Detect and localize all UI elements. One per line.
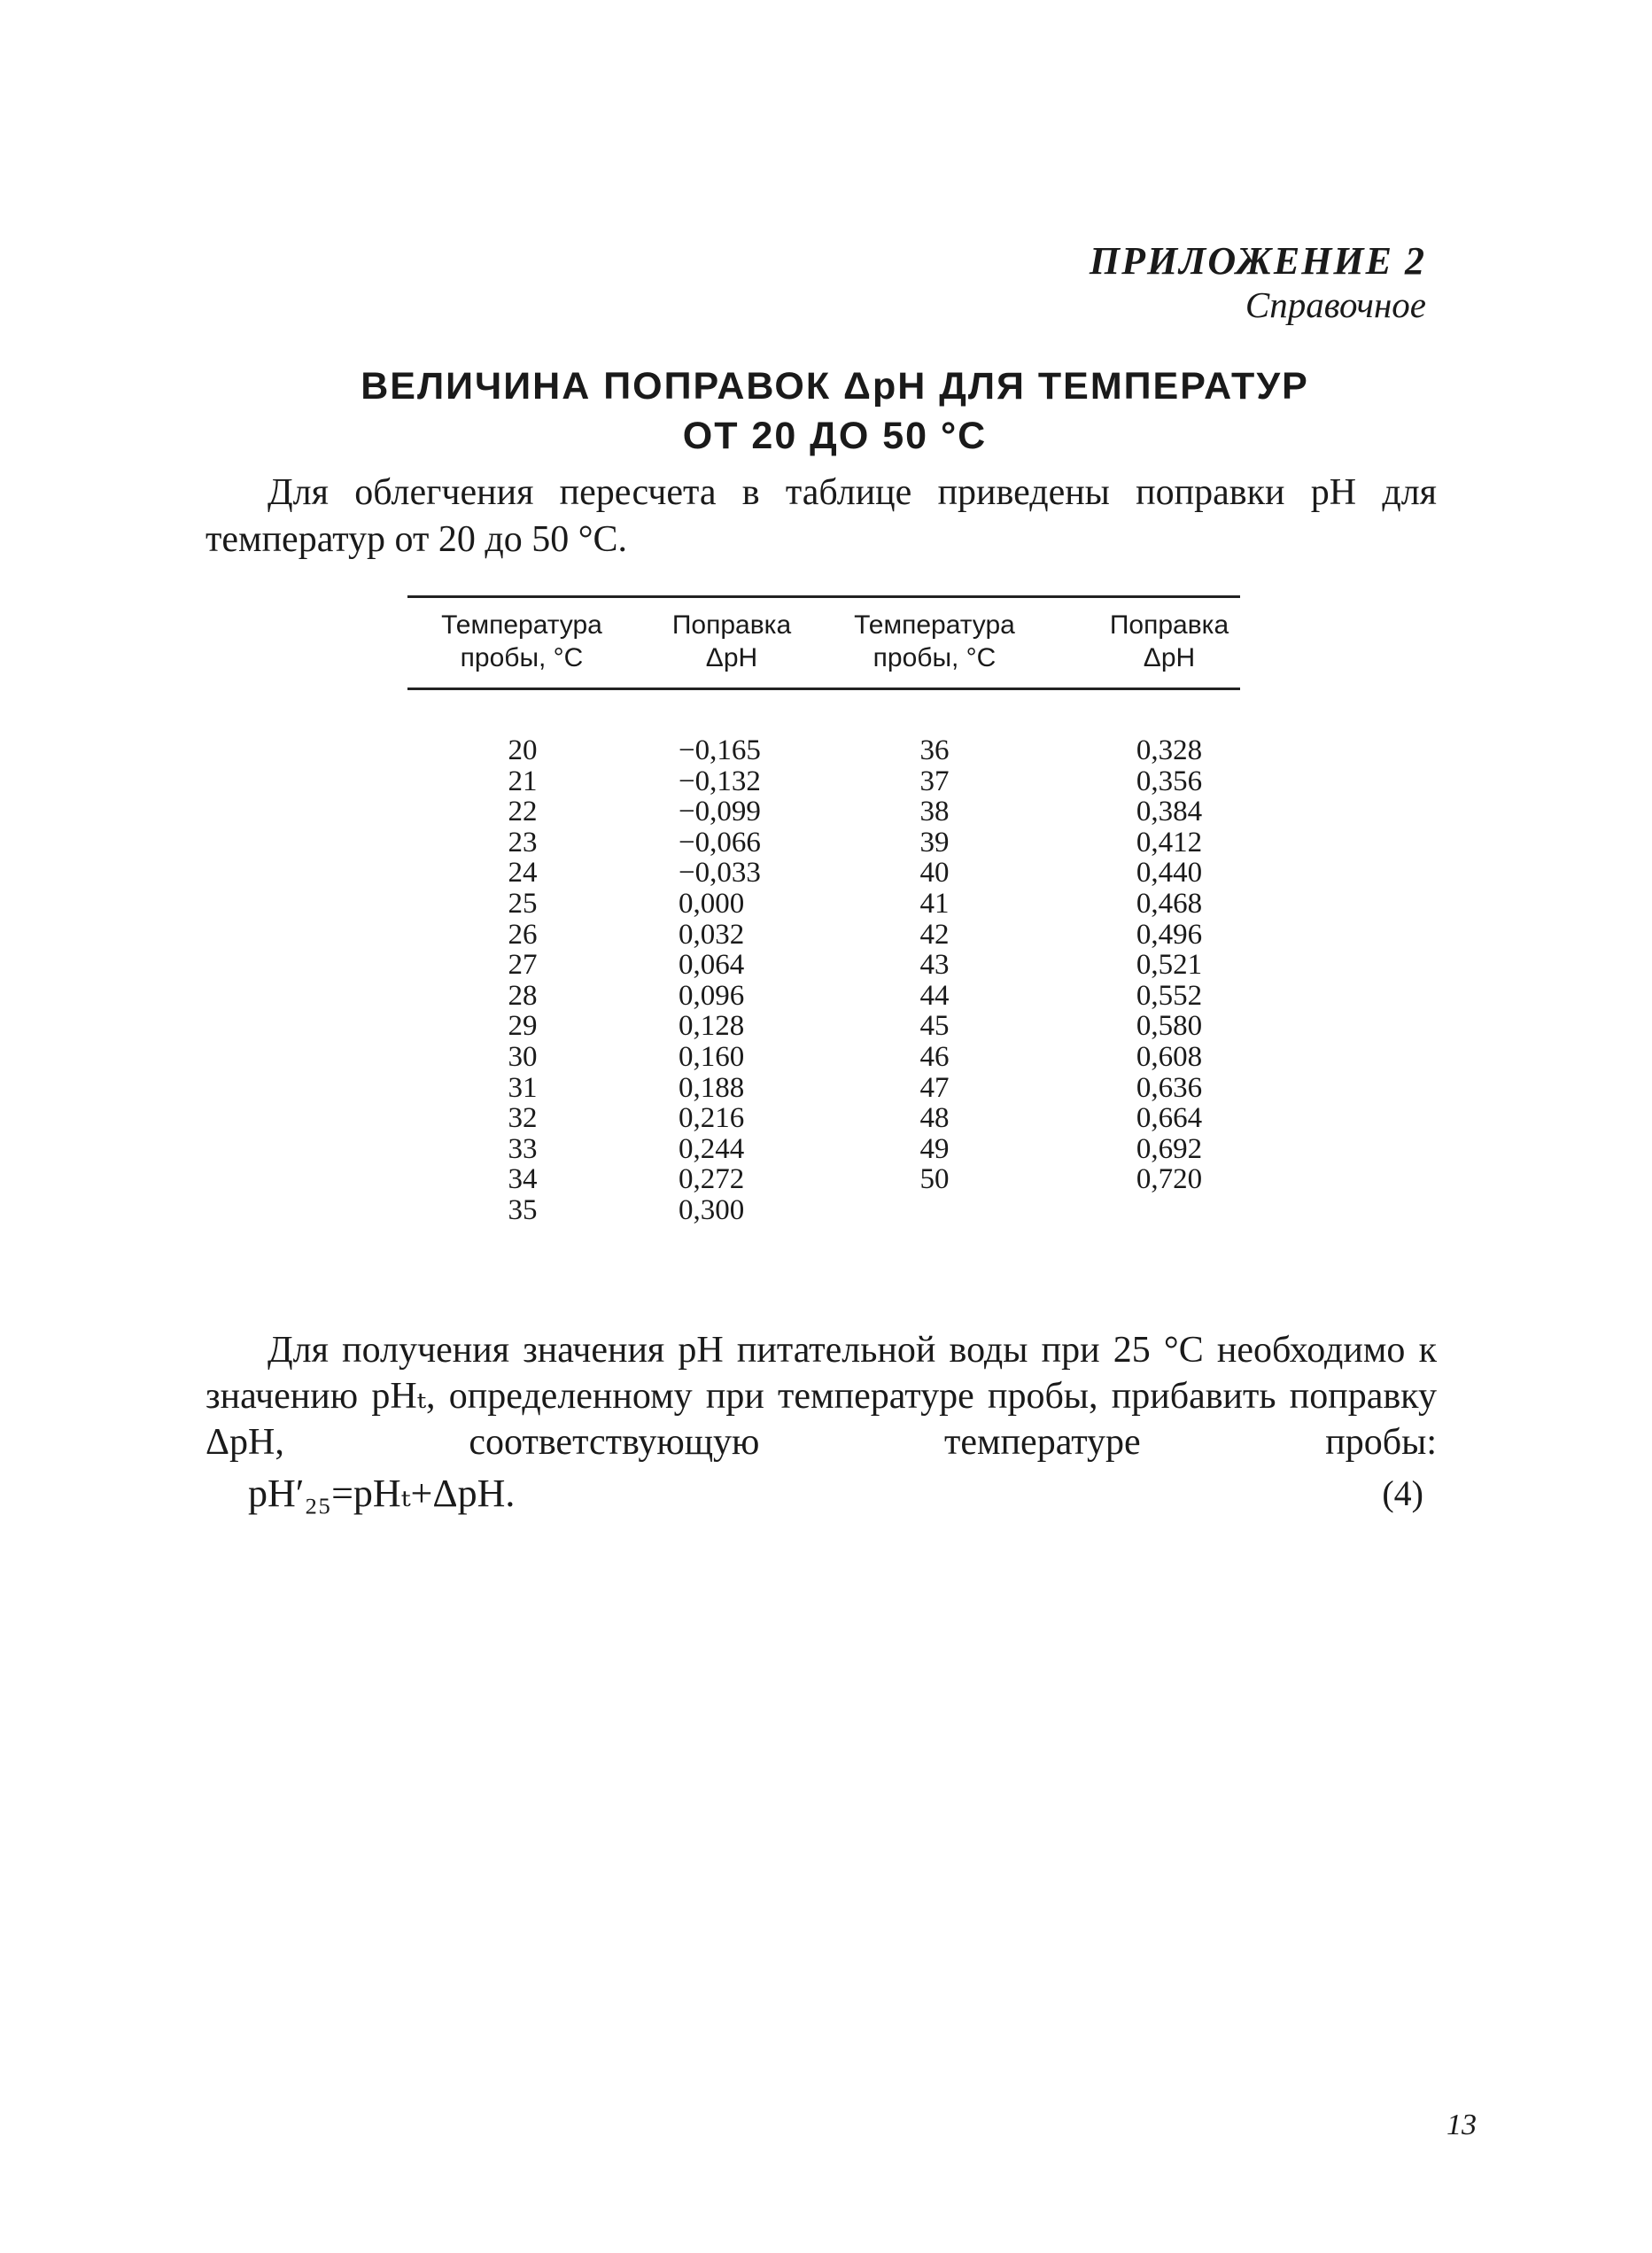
table-cell: 25 bbox=[508, 887, 538, 920]
table-cell: 23 bbox=[508, 826, 538, 858]
title-line-1: ВЕЛИЧИНА ПОПРАВОК ΔpH ДЛЯ ТЕМПЕРАТУР bbox=[361, 365, 1309, 408]
table-cell: 0,000 bbox=[679, 887, 745, 920]
column-temperature-right bbox=[881, 735, 988, 1195]
table-cell: 0,216 bbox=[679, 1102, 745, 1135]
body-paragraph: Для получения значения pH питательной воды при 25 °C необходимо к значению pHₜ, определенному при температуре пробы, прибавить поправку ΔpH, соответствующую температуре пробы: bbox=[206, 1330, 1437, 1463]
table-cell: 24 bbox=[508, 857, 538, 890]
column-correction-left bbox=[679, 735, 811, 1226]
table-cell: 37 bbox=[919, 765, 950, 797]
table-cell: 31 bbox=[508, 1071, 538, 1104]
table-cell: 0,096 bbox=[679, 979, 745, 1012]
appendix-label: ПРИЛОЖЕНИЕ 2 bbox=[1089, 239, 1426, 283]
table-cell: 0,412 bbox=[1136, 826, 1203, 858]
header-correction-left: Поправка ΔpH bbox=[671, 610, 792, 672]
table-cell: 0,552 bbox=[1136, 979, 1203, 1012]
table-cell: −0,033 bbox=[679, 857, 761, 890]
table-cell: 0,468 bbox=[1136, 887, 1203, 920]
header-temperature-left: Температура пробы, °C bbox=[441, 610, 602, 672]
table-cell: 27 bbox=[508, 949, 538, 982]
table-cell: −0,132 bbox=[679, 765, 761, 797]
table-cell: 0,188 bbox=[679, 1071, 745, 1104]
table-cell: 42 bbox=[919, 918, 950, 951]
equation-number: (4) bbox=[1382, 1473, 1423, 1513]
appendix-type: Справочное bbox=[1245, 284, 1426, 325]
table-cell: 38 bbox=[919, 796, 950, 828]
table-cell: 29 bbox=[508, 1010, 538, 1043]
table-cell: −0,099 bbox=[679, 796, 761, 828]
table-cell: 0,328 bbox=[1136, 734, 1203, 766]
table-cell: 0,580 bbox=[1136, 1010, 1203, 1043]
table-cell: −0,066 bbox=[679, 826, 761, 858]
table-cell: 46 bbox=[919, 1040, 950, 1073]
table-cell: 44 bbox=[919, 979, 950, 1012]
formula bbox=[248, 1471, 515, 1516]
appendix-heading bbox=[1090, 239, 1426, 326]
table-cell: 21 bbox=[508, 765, 538, 797]
table-cell: 0,440 bbox=[1136, 857, 1203, 890]
table-cell: −0,165 bbox=[679, 734, 761, 766]
table-header-rule bbox=[407, 688, 1240, 690]
table-cell: 43 bbox=[919, 949, 950, 982]
page-number: 13 bbox=[1446, 2109, 1477, 2141]
table-cell: 50 bbox=[919, 1163, 950, 1196]
table-cell: 0,384 bbox=[1136, 796, 1203, 828]
table-cell: 0,608 bbox=[1136, 1040, 1203, 1073]
table-cell: 0,496 bbox=[1136, 918, 1203, 951]
table-cell: 49 bbox=[919, 1132, 950, 1165]
table-top-rule bbox=[407, 595, 1240, 598]
table-cell: 28 bbox=[508, 979, 538, 1012]
column-correction-right bbox=[1103, 735, 1236, 1195]
table-cell: 0,636 bbox=[1136, 1071, 1203, 1104]
table-cell: 33 bbox=[508, 1132, 538, 1165]
table-cell: 0,064 bbox=[679, 949, 745, 982]
table-cell: 32 bbox=[508, 1102, 538, 1135]
table-cell: 41 bbox=[919, 887, 950, 920]
table-cell: 20 bbox=[508, 734, 538, 766]
table-cell: 40 bbox=[919, 857, 950, 890]
table-cell: 0,692 bbox=[1136, 1132, 1203, 1165]
table-cell: 35 bbox=[508, 1193, 538, 1226]
table-cell: 0,521 bbox=[1136, 949, 1203, 982]
table-cell: 0,160 bbox=[679, 1040, 745, 1073]
formula-lhs: pH′₂₅ bbox=[248, 1472, 332, 1515]
table-cell: 0,244 bbox=[679, 1132, 745, 1165]
document-title bbox=[0, 361, 1652, 461]
table-cell: 0,032 bbox=[679, 918, 745, 951]
table-cell: 47 bbox=[919, 1071, 950, 1104]
formula-rhs: =pHₜ+ΔpH. bbox=[331, 1472, 516, 1515]
table-cell: 26 bbox=[508, 918, 538, 951]
intro-paragraph: Для облегчения пересчета в таблице приведены поправки pH для температур от 20 до 50 °C. bbox=[206, 472, 1437, 560]
title-line-2: ОТ 20 ДО 50 °C bbox=[682, 415, 988, 457]
header-correction-right: Поправка ΔpH bbox=[1109, 610, 1229, 672]
header-temperature-right: Температура пробы, °C bbox=[854, 610, 1015, 672]
column-temperature-left bbox=[469, 735, 576, 1226]
table-cell: 30 bbox=[508, 1040, 538, 1073]
table-cell: 36 bbox=[919, 734, 950, 766]
table-cell: 0,300 bbox=[679, 1193, 745, 1226]
table-cell: 0,720 bbox=[1136, 1163, 1203, 1196]
table-cell: 0,664 bbox=[1136, 1102, 1203, 1135]
table-cell: 0,128 bbox=[679, 1010, 745, 1043]
table-cell: 22 bbox=[508, 796, 538, 828]
table-cell: 0,272 bbox=[679, 1163, 745, 1196]
table-cell: 48 bbox=[919, 1102, 950, 1135]
table-cell: 0,356 bbox=[1136, 765, 1203, 797]
table-cell: 45 bbox=[919, 1010, 950, 1043]
table-cell: 39 bbox=[919, 826, 950, 858]
table-cell: 34 bbox=[508, 1163, 538, 1196]
